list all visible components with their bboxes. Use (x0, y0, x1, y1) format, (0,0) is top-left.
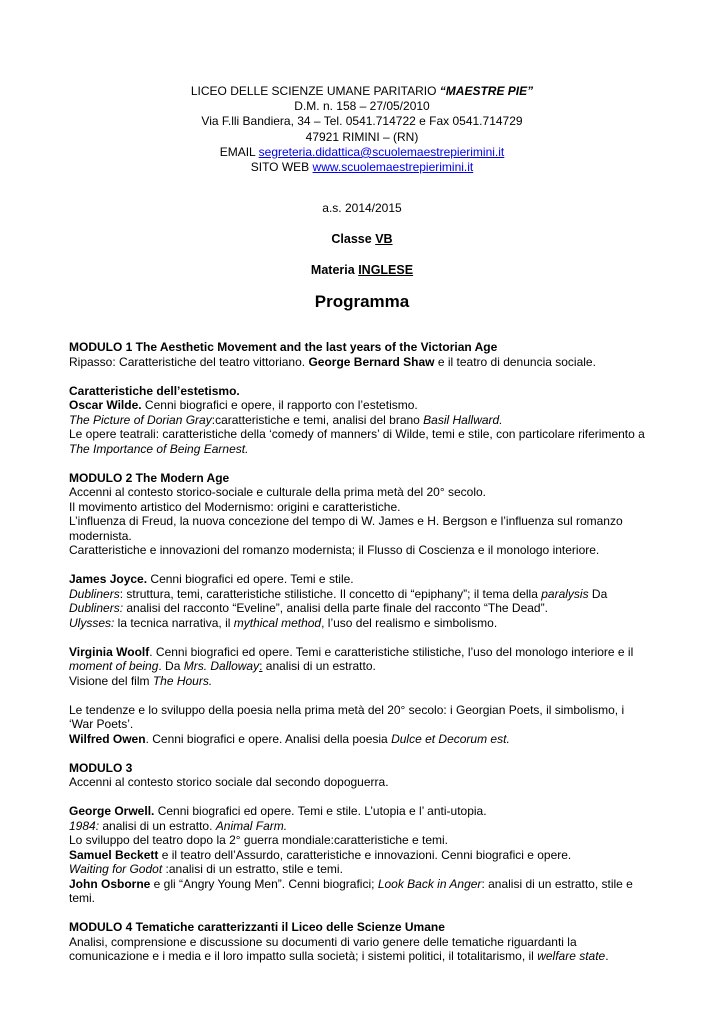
email-line (0, 145, 724, 160)
page-title: Programma (314, 292, 410, 311)
email-label: EMAIL (219, 144, 256, 159)
subject-line (0, 263, 724, 277)
class-value: VB (375, 232, 393, 246)
module-3-intro: MODULO 3 Accenni al contesto storico sociale dal secondo dopoguerra. (69, 760, 389, 789)
subject-label: Materia (310, 263, 355, 277)
woolf-paragraph: Virginia Woolf. Cenni biografici ed opere. Temi e caratteristiche stilistiche, l’uso del monologo interiore e il moment of being. Da Mrs. Dalloway: analisi di un estratto. Visione del film The Hours. (69, 644, 634, 688)
school-header (0, 84, 724, 175)
web-link[interactable]: www.scuolemaestrepierimini.it (312, 160, 474, 175)
module-2-intro: MODULO 2 The Modern Age Accenni al contesto storico-sociale e culturale della prima metà del 20° secolo. Il movimento artistico del Modernismo: origini e caratteristiche. L’influenza di Freud, la nuova concezione del tempo di W. James e H. Bergson e l’influenza sul romanzo modernista. Caratteristiche e innovazioni del romanzo modernista; il Flusso di Coscienza e il monologo interiore. (69, 470, 623, 557)
module-1-heading: MODULO 1 The Aesthetic Movement and the last years of the Victorian Age (69, 340, 498, 354)
dm-line: D.M. n. 158 – 27/05/2010 (294, 99, 430, 114)
school-name: “MAESTRE PIE” (439, 84, 534, 98)
web-line (0, 160, 724, 175)
city-line: 47921 RIMINI – (RN) (305, 129, 419, 144)
module-1-intro: MODULO 1 The Aesthetic Movement and the last years of the Victorian Age Ripasso: Caratteristiche del teatro vittoriano. George Bernard Shaw e il teatro di denuncia sociale. (69, 340, 596, 369)
module-4: MODULO 4 Tematiche caratterizzanti il Liceo delle Scienze Umane Analisi, comprensione e discussione su documenti di vario genere delle tematiche riguardanti la comunicazione e i media e il loro impatto sulla società; i sistemi politici, il totalitarismo, il welfare state. (69, 920, 609, 963)
module-1-aestheticism: Caratteristiche dell’estetismo. Oscar Wilde. Cenni biografici e opere, il rapporto con l’estetismo. The Picture of Dorian Gray:caratteristiche e temi, analisi del brano Basil Hallward. Le opere teatrali: caratteristiche della ‘comedy of manners’ di Wilde, temi e stile, con particolare riferimento a The Importance of Being Earnest. (69, 383, 645, 456)
school-prefix: LICEO DELLE SCIENZE UMANE PARITARIO (190, 84, 437, 98)
module-3-heading: MODULO 3 (69, 760, 133, 775)
module-3-authors: George Orwell. Cenni biografici ed opere. Temi e stile. L’utopia e l’ anti-utopia. 1984: analisi di un estratto. Animal Farm. Lo sviluppo del teatro dopo la 2° guerra mondiale:caratteristiche e temi. Samuel Beckett e il teatro dell’Assurdo, caratteristiche e innovazioni. Cenni biografici e opere. Waiting for Godot :analisi di un estratto, stile e temi. John Osborne e gli “Angry Young Men”. Cenni biografici; Look Back in Anger: analisi di un estratto, stile e temi. (69, 804, 633, 905)
school-year: a.s. 2014/2015 (322, 201, 402, 215)
class-line (0, 232, 724, 246)
aestheticism-subheading: Caratteristiche dell’estetismo. (69, 383, 240, 398)
school-name-line (0, 84, 724, 99)
address-line: Via F.lli Bandiera, 34 – Tel. 0541.714722 e Fax 0541.714729 (201, 114, 523, 129)
poetry-paragraph: Le tendenze e lo sviluppo della poesia nella prima metà del 20° secolo: i Georgian Poets, il simbolismo, i ‘War Poets’. Wilfred Owen. Cenni biografici e opere. Analisi della poesia Dulce et Decorum est. (69, 702, 625, 746)
module-2-heading: MODULO 2 The Modern Age (69, 470, 230, 485)
module-4-heading: MODULO 4 Tematiche caratterizzanti il Liceo delle Scienze Umane (69, 920, 445, 934)
subject-value: INGLESE (358, 263, 414, 277)
web-label: SITO WEB (250, 160, 310, 175)
joyce-paragraph: James Joyce. Cenni biografici ed opere. Temi e stile. Dubliners: struttura, temi, caratteristiche stilistiche. Il concetto di “epiphany”; il tema della paralysis Da Dubliners: analisi del racconto “Eveline”, analisi della parte finale del racconto “The Dead”. Ulysses: la tecnica narrativa, il mythical method, l’uso del realismo e simbolismo. (69, 572, 608, 630)
email-link[interactable]: segreteria.didattica@scuolemaestrepierimini.it (258, 144, 505, 159)
programme-body (69, 340, 657, 978)
class-label: Classe (331, 232, 372, 246)
